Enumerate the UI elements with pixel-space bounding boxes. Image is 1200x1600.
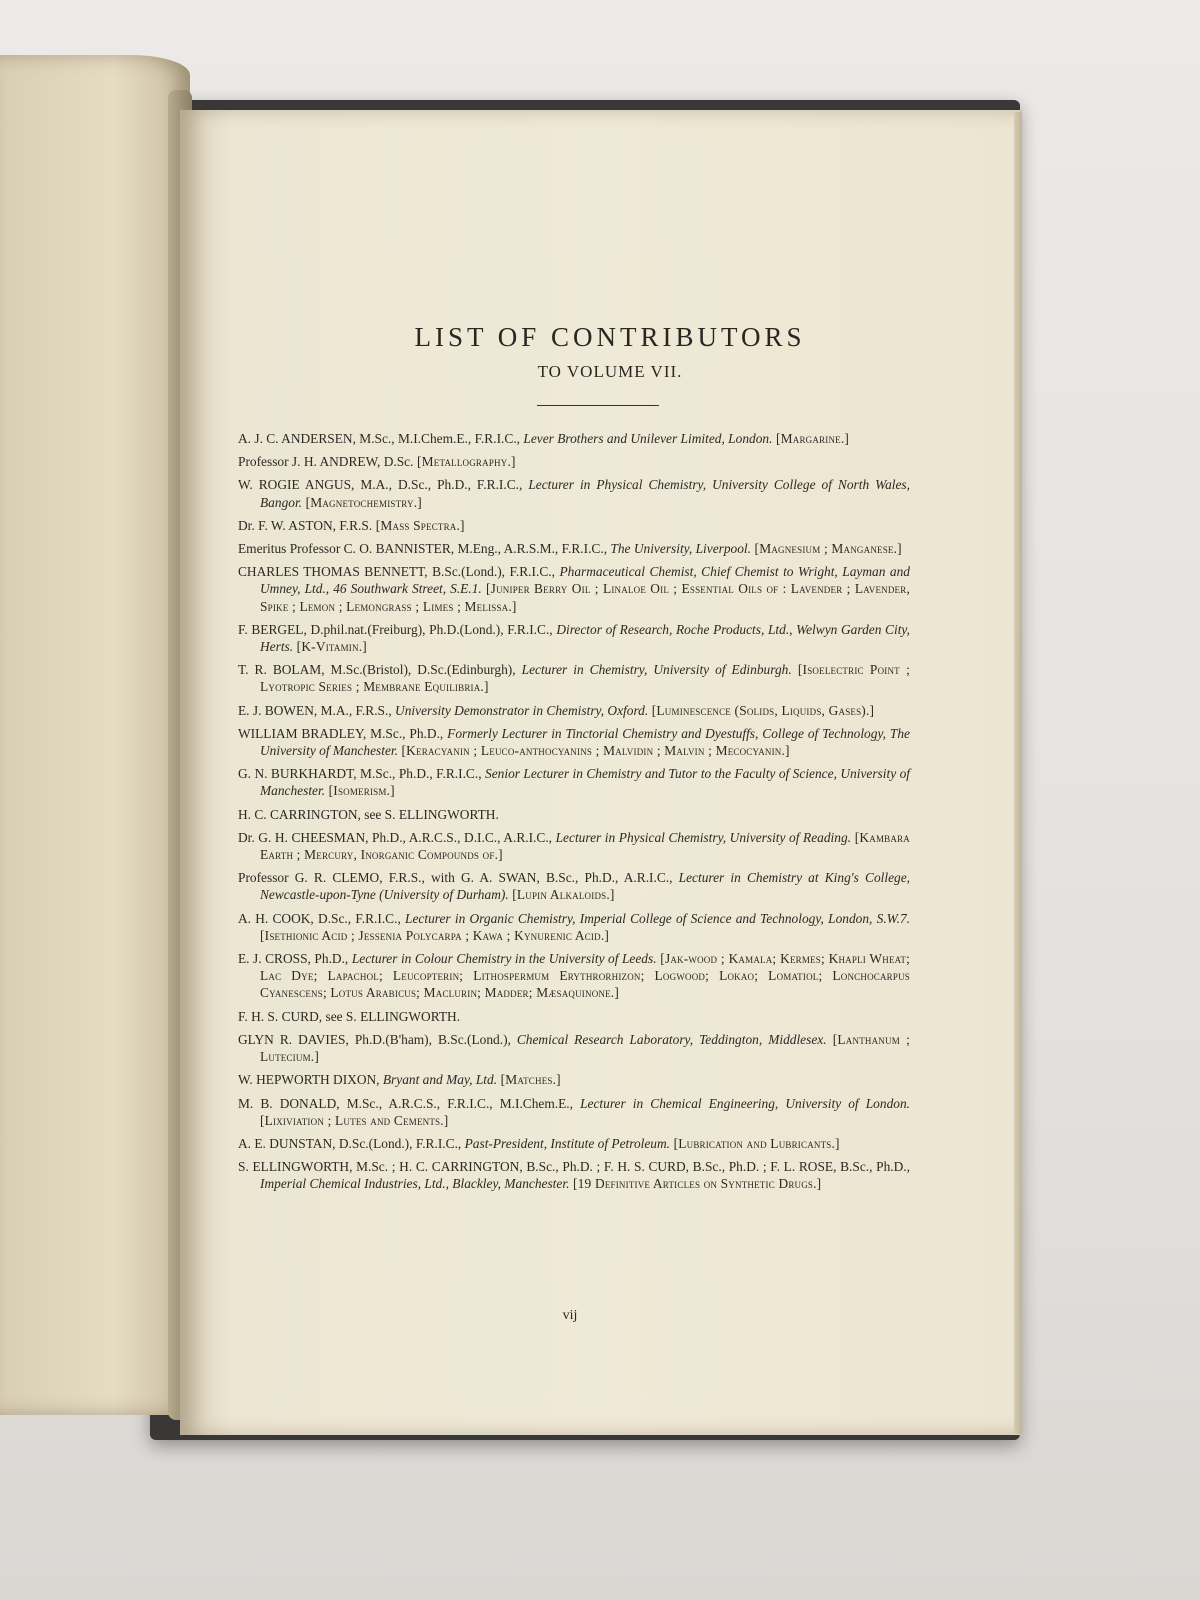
contributor-qualifications: D.Sc., F.R.I.C., — [313, 910, 401, 926]
contributor-entry — [238, 910, 910, 944]
contributor-qualifications: M.Sc., M.I.Chem.E., F.R.I.C., — [355, 431, 521, 446]
contributor-subjects: [Luminescence (Solids, Liquids, Gases).] — [648, 702, 875, 718]
contributor-name: S. ELLINGWORTH, — [238, 1159, 353, 1175]
contributor-name: Dr. G. H. CHEESMAN, — [238, 829, 369, 845]
contributor-qualifications: M.Sc.(Bristol), D.Sc.(Edinburgh), — [324, 662, 516, 678]
contributor-qualifications: Ph.D., — [310, 951, 349, 967]
contributor-entry — [238, 453, 910, 470]
contributor-subjects: [Lubrication and Lubricants.] — [670, 1135, 840, 1151]
contributor-subjects: [Isoelectric Point ; Lyotropic Series ; Membrane Equilibria.] — [260, 662, 910, 695]
contributor-entry — [238, 1158, 910, 1192]
contributor-name: A. H. COOK, — [238, 910, 314, 926]
contributor-affiliation: Lecturer in Organic Chemistry, Imperial College of Science and Technology, London, S.W.7. — [400, 910, 910, 926]
page-number: vij — [562, 1308, 578, 1323]
contributor-affiliation: Chemical Research Laboratory, Teddington, Middlesex. — [510, 1031, 827, 1047]
contributor-subjects: [Magnetochemistry.] — [302, 494, 422, 510]
contributor-subjects: [Isomerism.] — [325, 783, 395, 799]
contributor-qualifications: Ph.D., A.R.C.S., D.I.C., A.R.I.C., — [368, 829, 553, 845]
contributor-entry — [238, 430, 910, 447]
contributor-entry — [238, 806, 910, 823]
contributor-subjects: [Kambara Earth ; Mercury, Inorganic Compounds of.] — [260, 829, 910, 863]
contributor-affiliation: Lecturer in Physical Chemistry, University of Reading. — [552, 829, 851, 845]
contributor-qualifications: see S. ELLINGWORTH. — [322, 1008, 461, 1024]
contributor-entry — [238, 765, 910, 799]
contributor-affiliation: Lecturer in Chemistry at King's College, Newcastle-upon-Tyne (University of Durham). — [260, 870, 911, 903]
contributor-entry — [238, 1135, 910, 1152]
contributor-name: Professor G. R. CLEMO, — [238, 870, 383, 886]
contributor-qualifications: D.phil.nat.(Freiburg), Ph.D.(Lond.), F.R.I.C., — [306, 621, 553, 637]
contributor-qualifications: M.Eng., A.R.S.M., F.R.I.C., — [454, 541, 608, 557]
contributor-subjects: [Keracyanin ; Leuco-anthocyanins ; Malvidin ; Malvin ; Mecocyanin.] — [397, 743, 790, 759]
contributor-affiliation: Lecturer in Chemical Engineering, University of London. — [573, 1095, 911, 1111]
contributor-subjects: [K-Vitamin.] — [293, 639, 367, 655]
contributor-affiliation: The University, Liverpool. — [607, 541, 751, 557]
contributor-subjects: [Lixiviation ; Lutes and Cements.] — [260, 1112, 449, 1128]
contributor-name: GLYN R. DAVIES, — [238, 1031, 349, 1047]
contributor-name: G. N. BURKHARDT, — [238, 766, 357, 782]
contributor-qualifications: M.Sc., Ph.D., F.R.I.C., — [356, 766, 482, 782]
contributor-subjects: [Juniper Berry Oil ; Linaloe Oil ; Essential Oils of : Lavender ; Lavender, Spike ; Lemon ; Lemongrass ; Limes ; Melissa.] — [260, 581, 911, 614]
contributor-name: E. J. BOWEN, — [238, 702, 318, 718]
contributor-qualifications: M.Sc., Ph.D., — [366, 725, 444, 741]
contributor-name: Emeritus Professor C. O. BANNISTER, — [238, 541, 455, 557]
contributor-subjects: [Magnesium ; Manganese.] — [751, 541, 902, 557]
contributor-qualifications: B.Sc.(Lond.), F.R.I.C., — [427, 564, 555, 580]
contributor-subjects: [Mass Spectra.] — [372, 517, 465, 533]
contributor-entry — [238, 869, 910, 903]
left-page — [0, 55, 190, 1415]
contributor-entry — [238, 476, 910, 510]
contributor-affiliation: Pharmaceutical Chemist, Chief Chemist to Wright, Layman and Umney, Ltd., 46 Southwark Street, S.E.1. — [260, 564, 910, 597]
contributor-name: M. B. DONALD, — [238, 1095, 340, 1111]
contributor-entry — [238, 829, 910, 863]
contributor-name: W. ROGIE ANGUS, — [238, 477, 355, 493]
contributor-subjects: [Matches.] — [497, 1072, 561, 1088]
contributor-name: A. J. C. ANDERSEN, — [238, 431, 356, 446]
contributor-entry — [238, 517, 910, 534]
contributor-affiliation: University Demonstrator in Chemistry, Oxford. — [391, 702, 649, 718]
contributor-name: E. J. CROSS, — [238, 951, 311, 967]
contributor-affiliation: Lever Brothers and Unilever Limited, London. — [520, 431, 773, 446]
contributor-name: Dr. F. W. ASTON, — [238, 517, 337, 533]
title-rule — [537, 405, 659, 406]
contributor-qualifications: F.R.S. — [336, 517, 373, 533]
contributor-subjects: [19 Definitive Articles on Synthetic Drugs.] — [569, 1176, 822, 1192]
contributor-qualifications: F.R.S., with G. A. SWAN, B.Sc., Ph.D., A.R.I.C., — [382, 870, 673, 886]
contributor-qualifications: Ph.D.(B'ham), B.Sc.(Lond.), — [348, 1031, 511, 1047]
contributor-name: CHARLES THOMAS BENNETT, — [238, 564, 428, 580]
contributor-subjects: [Isethionic Acid ; Jessenia Polycarpa ; Kawa ; Kynurenic Acid.] — [260, 927, 610, 943]
contributor-name: A. E. DUNSTAN, — [238, 1135, 336, 1151]
contributor-name: H. C. CARRINGTON, — [238, 806, 361, 822]
contributor-qualifications: M.Sc., A.R.C.S., F.R.I.C., M.I.Chem.E., — [339, 1095, 573, 1111]
contributor-subjects: [Lupin Alkaloids.] — [508, 887, 615, 903]
contributor-affiliation: Imperial Chemical Industries, Ltd., Blackley, Manchester. — [260, 1176, 570, 1192]
page-edge — [1014, 112, 1022, 1434]
contributor-entry — [238, 621, 910, 655]
contributor-list — [238, 430, 910, 1199]
contributor-affiliation: Lecturer in Physical Chemistry, University College of North Wales, Bangor. — [260, 477, 910, 510]
contributor-affiliation: Past-President, Institute of Petroleum. — [461, 1135, 671, 1151]
contributor-name: T. R. BOLAM, — [238, 662, 325, 678]
contributor-affiliation: Lecturer in Colour Chemistry in the University of Leeds. — [348, 951, 657, 967]
contributor-affiliation: Lecturer in Chemistry, University of Edinburgh. — [515, 662, 792, 678]
contributor-affiliation: Formerly Lecturer in Tinctorial Chemistry and Dyestuffs, College of Technology, The University of Manchester. — [260, 725, 910, 759]
contributor-subjects: [Jak-wood ; Kamala; Kermes; Khapli Wheat; Lac Dye; Lapachol; Leucopterin; Lithospermum Erythrorhizon; Logwood; Lokao; Lomatiol; Lonchocarpus Cyanescens; Lotus Arabicus; Maclurin; Madder; Mæsaquinone.] — [260, 951, 910, 1001]
contributor-name: WILLIAM BRADLEY, — [238, 725, 367, 741]
contributor-affiliation: Bryant and May, Ltd. — [379, 1072, 498, 1088]
contributor-qualifications: D.Sc. — [380, 454, 414, 470]
contributor-qualifications: M.A., F.R.S., — [317, 702, 392, 718]
contributor-affiliation: Senior Lecturer in Chemistry and Tutor to the Faculty of Science, University of Manchester. — [260, 766, 910, 799]
contributor-entry — [238, 540, 910, 557]
contributor-entry — [238, 661, 910, 695]
contributor-name: F. BERGEL, — [238, 621, 307, 637]
contributor-entry — [238, 1071, 910, 1088]
contributor-name: W. HEPWORTH DIXON, — [238, 1072, 380, 1088]
contributor-entry — [238, 563, 910, 615]
contributor-entry — [238, 702, 910, 719]
contributor-entry — [238, 1031, 910, 1065]
contributor-entry — [238, 950, 910, 1002]
contributor-entry — [238, 1008, 910, 1025]
contributor-qualifications: M.A., D.Sc., Ph.D., F.R.I.C., — [354, 477, 523, 493]
contributor-name: Professor J. H. ANDREW, — [238, 454, 381, 470]
contributor-name: F. H. S. CURD, — [238, 1008, 323, 1024]
contributor-subjects: [Metallography.] — [413, 454, 516, 470]
contributor-affiliation: Director of Research, Roche Products, Ltd., Welwyn Garden City, Herts. — [260, 621, 910, 655]
page-title: LIST OF CONTRIBUTORS — [414, 322, 806, 352]
contributor-subjects: [Lanthanum ; Lutecium.] — [260, 1031, 911, 1065]
page-subtitle: TO VOLUME VII. — [537, 362, 683, 381]
contributor-entry — [238, 1095, 910, 1129]
contributor-qualifications: M.Sc. ; H. C. CARRINGTON, B.Sc., Ph.D. ; F. H. S. CURD, B.Sc., Ph.D. ; F. L. ROSE, B.Sc., Ph.D., — [352, 1159, 910, 1175]
contributor-qualifications: D.Sc.(Lond.), F.R.I.C., — [335, 1135, 462, 1151]
contributor-entry — [238, 725, 910, 759]
contributor-qualifications: see S. ELLINGWORTH. — [360, 806, 499, 822]
contributor-subjects: [Margarine.] — [772, 431, 850, 446]
